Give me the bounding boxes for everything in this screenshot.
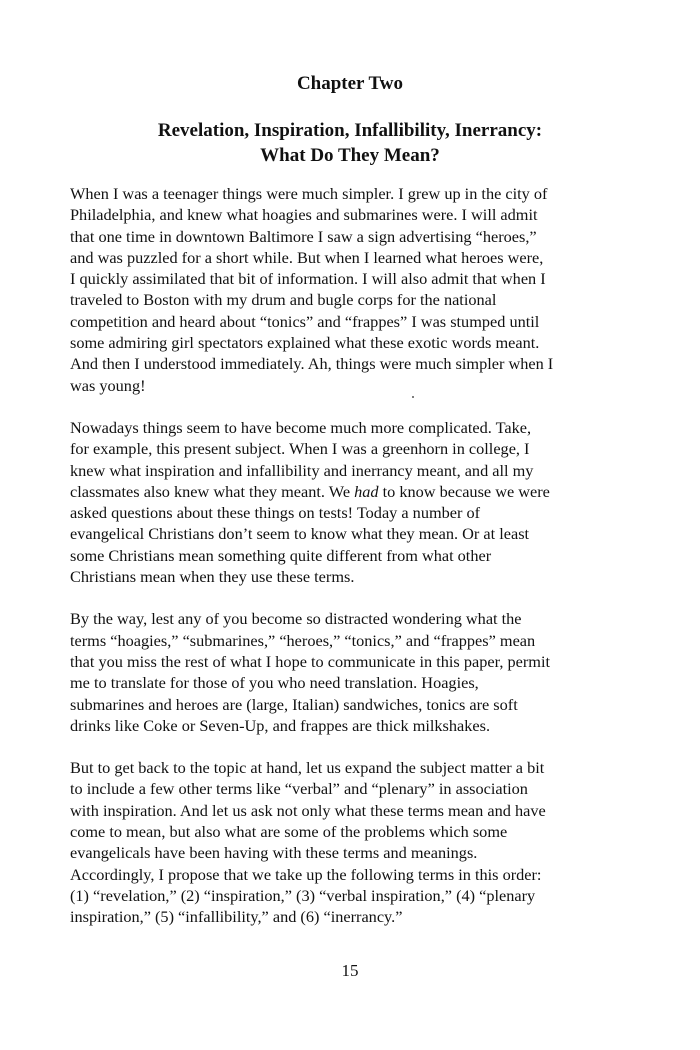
text-line: When I was a teenager things were much simpler. I grew up in the city of <box>70 184 548 203</box>
text-line: asked questions about these things on tests! Today a number of <box>70 503 481 523</box>
text-line: and was puzzled for a short while. But when I learned what heroes were, <box>70 247 544 267</box>
text-line: that one time in downtown Baltimore I saw a sign advertising “heroes,” <box>70 226 537 246</box>
text-line: knew what inspiration and infallibility and inerrancy meant, and all my <box>70 460 534 480</box>
text-line: I quickly assimilated that bit of information. I will also admit that when I <box>70 269 546 289</box>
text-line: competition and heard about “tonics” and “frappes” I was stumped until <box>70 311 540 331</box>
page-number: 15 <box>341 961 359 980</box>
text-line: for example, this present subject. When I was a greenhorn in college, I <box>70 439 530 459</box>
emphasized-word: had <box>354 481 379 501</box>
text-line: And then I understood immediately. Ah, things were much simpler when I <box>70 354 554 374</box>
text-segment: to know because we were <box>378 481 550 501</box>
chapter-title <box>60 118 640 168</box>
scan-speck <box>412 396 414 398</box>
paragraph-1 <box>70 183 630 396</box>
text-line: that you miss the rest of what I hope to communicate in this paper, permit <box>70 651 550 671</box>
text-line: me to translate for those of you who need translation. Hoagies, <box>70 673 479 693</box>
chapter-title-line-1: Revelation, Inspiration, Infallibility, Inerrancy: <box>157 120 543 141</box>
text-line: Philadelphia, and knew what hoagies and submarines were. I will admit <box>70 205 538 225</box>
text-line: Accordingly, I propose that we take up the following terms in this order: <box>70 864 542 884</box>
text-segment: classmates also knew what they meant. We <box>70 481 355 501</box>
text-line: terms “hoagies,” “submarines,” “heroes,” “tonics,” and “frappes” mean <box>70 630 536 650</box>
text-line: evangelical Christians don’t seem to know what they mean. Or at least <box>70 524 530 544</box>
text-line: traveled to Boston with my drum and bugle corps for the national <box>70 290 497 310</box>
text-line: some Christians mean something quite different from what other <box>70 545 492 565</box>
text-line-with-emphasis <box>70 481 630 502</box>
text-line: By the way, lest any of you become so distracted wondering what the <box>70 609 522 629</box>
text-line: come to mean, but also what are some of the problems which some <box>70 822 508 842</box>
text-line: with inspiration. And let us ask not only what these terms mean and have <box>70 800 546 820</box>
text-line: evangelicals have been having with these terms and meanings. <box>70 843 478 863</box>
paragraph-3 <box>70 608 630 736</box>
text-line: Christians mean when they use these terms. <box>70 567 355 587</box>
chapter-label: Chapter Two <box>296 73 404 94</box>
text-line: (1) “revelation,” (2) “inspiration,” (3) “verbal inspiration,” (4) “plenary <box>70 885 536 905</box>
body-text <box>70 183 630 949</box>
paragraph-4 <box>70 757 630 927</box>
text-line: But to get back to the topic at hand, let us expand the subject matter a bit <box>70 758 545 778</box>
text-line: inspiration,” (5) “infallibility,” and (6) “inerrancy.” <box>70 907 403 927</box>
text-line: Nowadays things seem to have become much more complicated. Take, <box>70 417 532 437</box>
text-line: drinks like Coke or Seven-Up, and frappes are thick milkshakes. <box>70 715 491 735</box>
text-line: submarines and heroes are (large, Italian) sandwiches, tonics are soft <box>70 694 518 714</box>
text-line: to include a few other terms like “verbal” and “plenary” in association <box>70 779 528 799</box>
paragraph-2 <box>70 417 630 587</box>
chapter-title-line-2: What Do They Mean? <box>260 145 440 166</box>
text-line: was young! <box>70 375 146 395</box>
text-line: some admiring girl spectators explained what these exotic words meant. <box>70 333 540 353</box>
